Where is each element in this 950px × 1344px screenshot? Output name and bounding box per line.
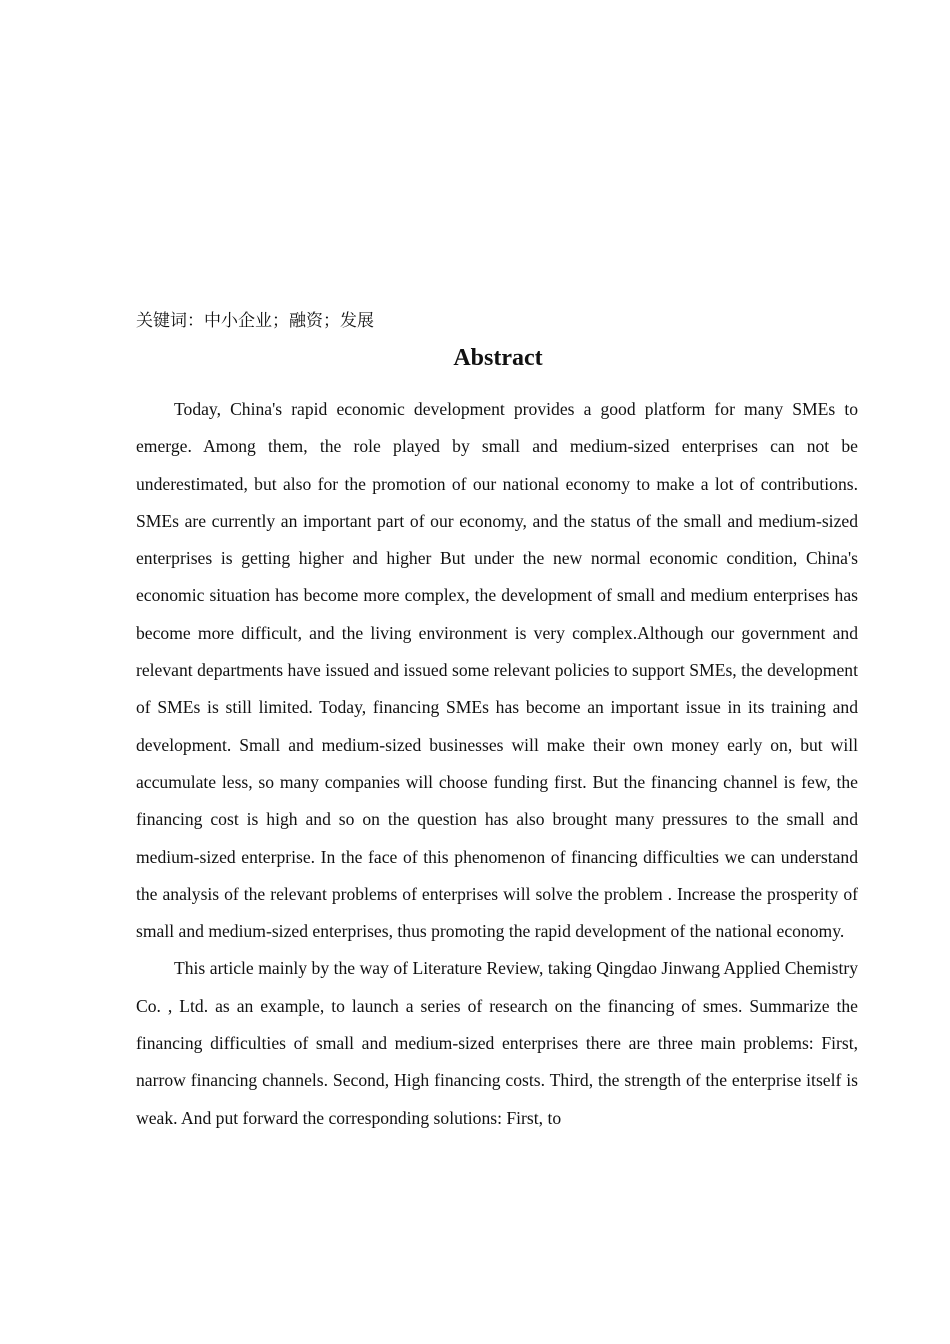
abstract-paragraph-2: This article mainly by the way of Literature Review, taking Qingdao Jinwang Applied Chemistry Co. , Ltd. as an example, to launch a series of research on the financing of smes. Summarize the financing difficulties of small and medium-sized enterprises there are three main problems: First, narrow financing channels. Second, High financing costs. Third, the strength of the enterprise itself is weak. And put forward the corresponding solutions: First, to xyxy=(136,958,858,1128)
keywords-label: 关键词： xyxy=(136,311,204,331)
keywords-value: 中小企业；融资；发展 xyxy=(204,311,374,331)
keywords-line xyxy=(136,309,374,333)
abstract-title: Abstract xyxy=(453,345,543,371)
abstract-paragraph-1: Today, China's rapid economic development provides a good platform for many SMEs to emerge. Among them, the role played by small and medium-sized enterprises can not be underestimated, but also for the promotion of our national economy to make a lot of contributions. SMEs are currently an important part of our economy, and the status of the small and medium-sized enterprises is getting higher and higher But under the new normal economic condition, China's economic situation has become more complex, the development of small and medium enterprises has become more difficult, and the living environment is very complex.Although our government and relevant departments have issued and issued some relevant policies to support SMEs, the development of SMEs is still limited. Today, financing SMEs has become an important issue in its training and development. Small and medium-sized businesses will make their own money early on, but will accumulate less, so many companies will choose funding first. But the financing channel is few, the financing cost is high and so on the question has also brought many pressures to the small and medium-sized enterprise. In the face of this phenomenon of financing difficulties we can understand the analysis of the relevant problems of enterprises will solve the problem . Increase the prosperity of small and medium-sized enterprises, thus promoting the rapid development of the national economy. xyxy=(136,399,858,942)
abstract-body xyxy=(136,391,858,1137)
